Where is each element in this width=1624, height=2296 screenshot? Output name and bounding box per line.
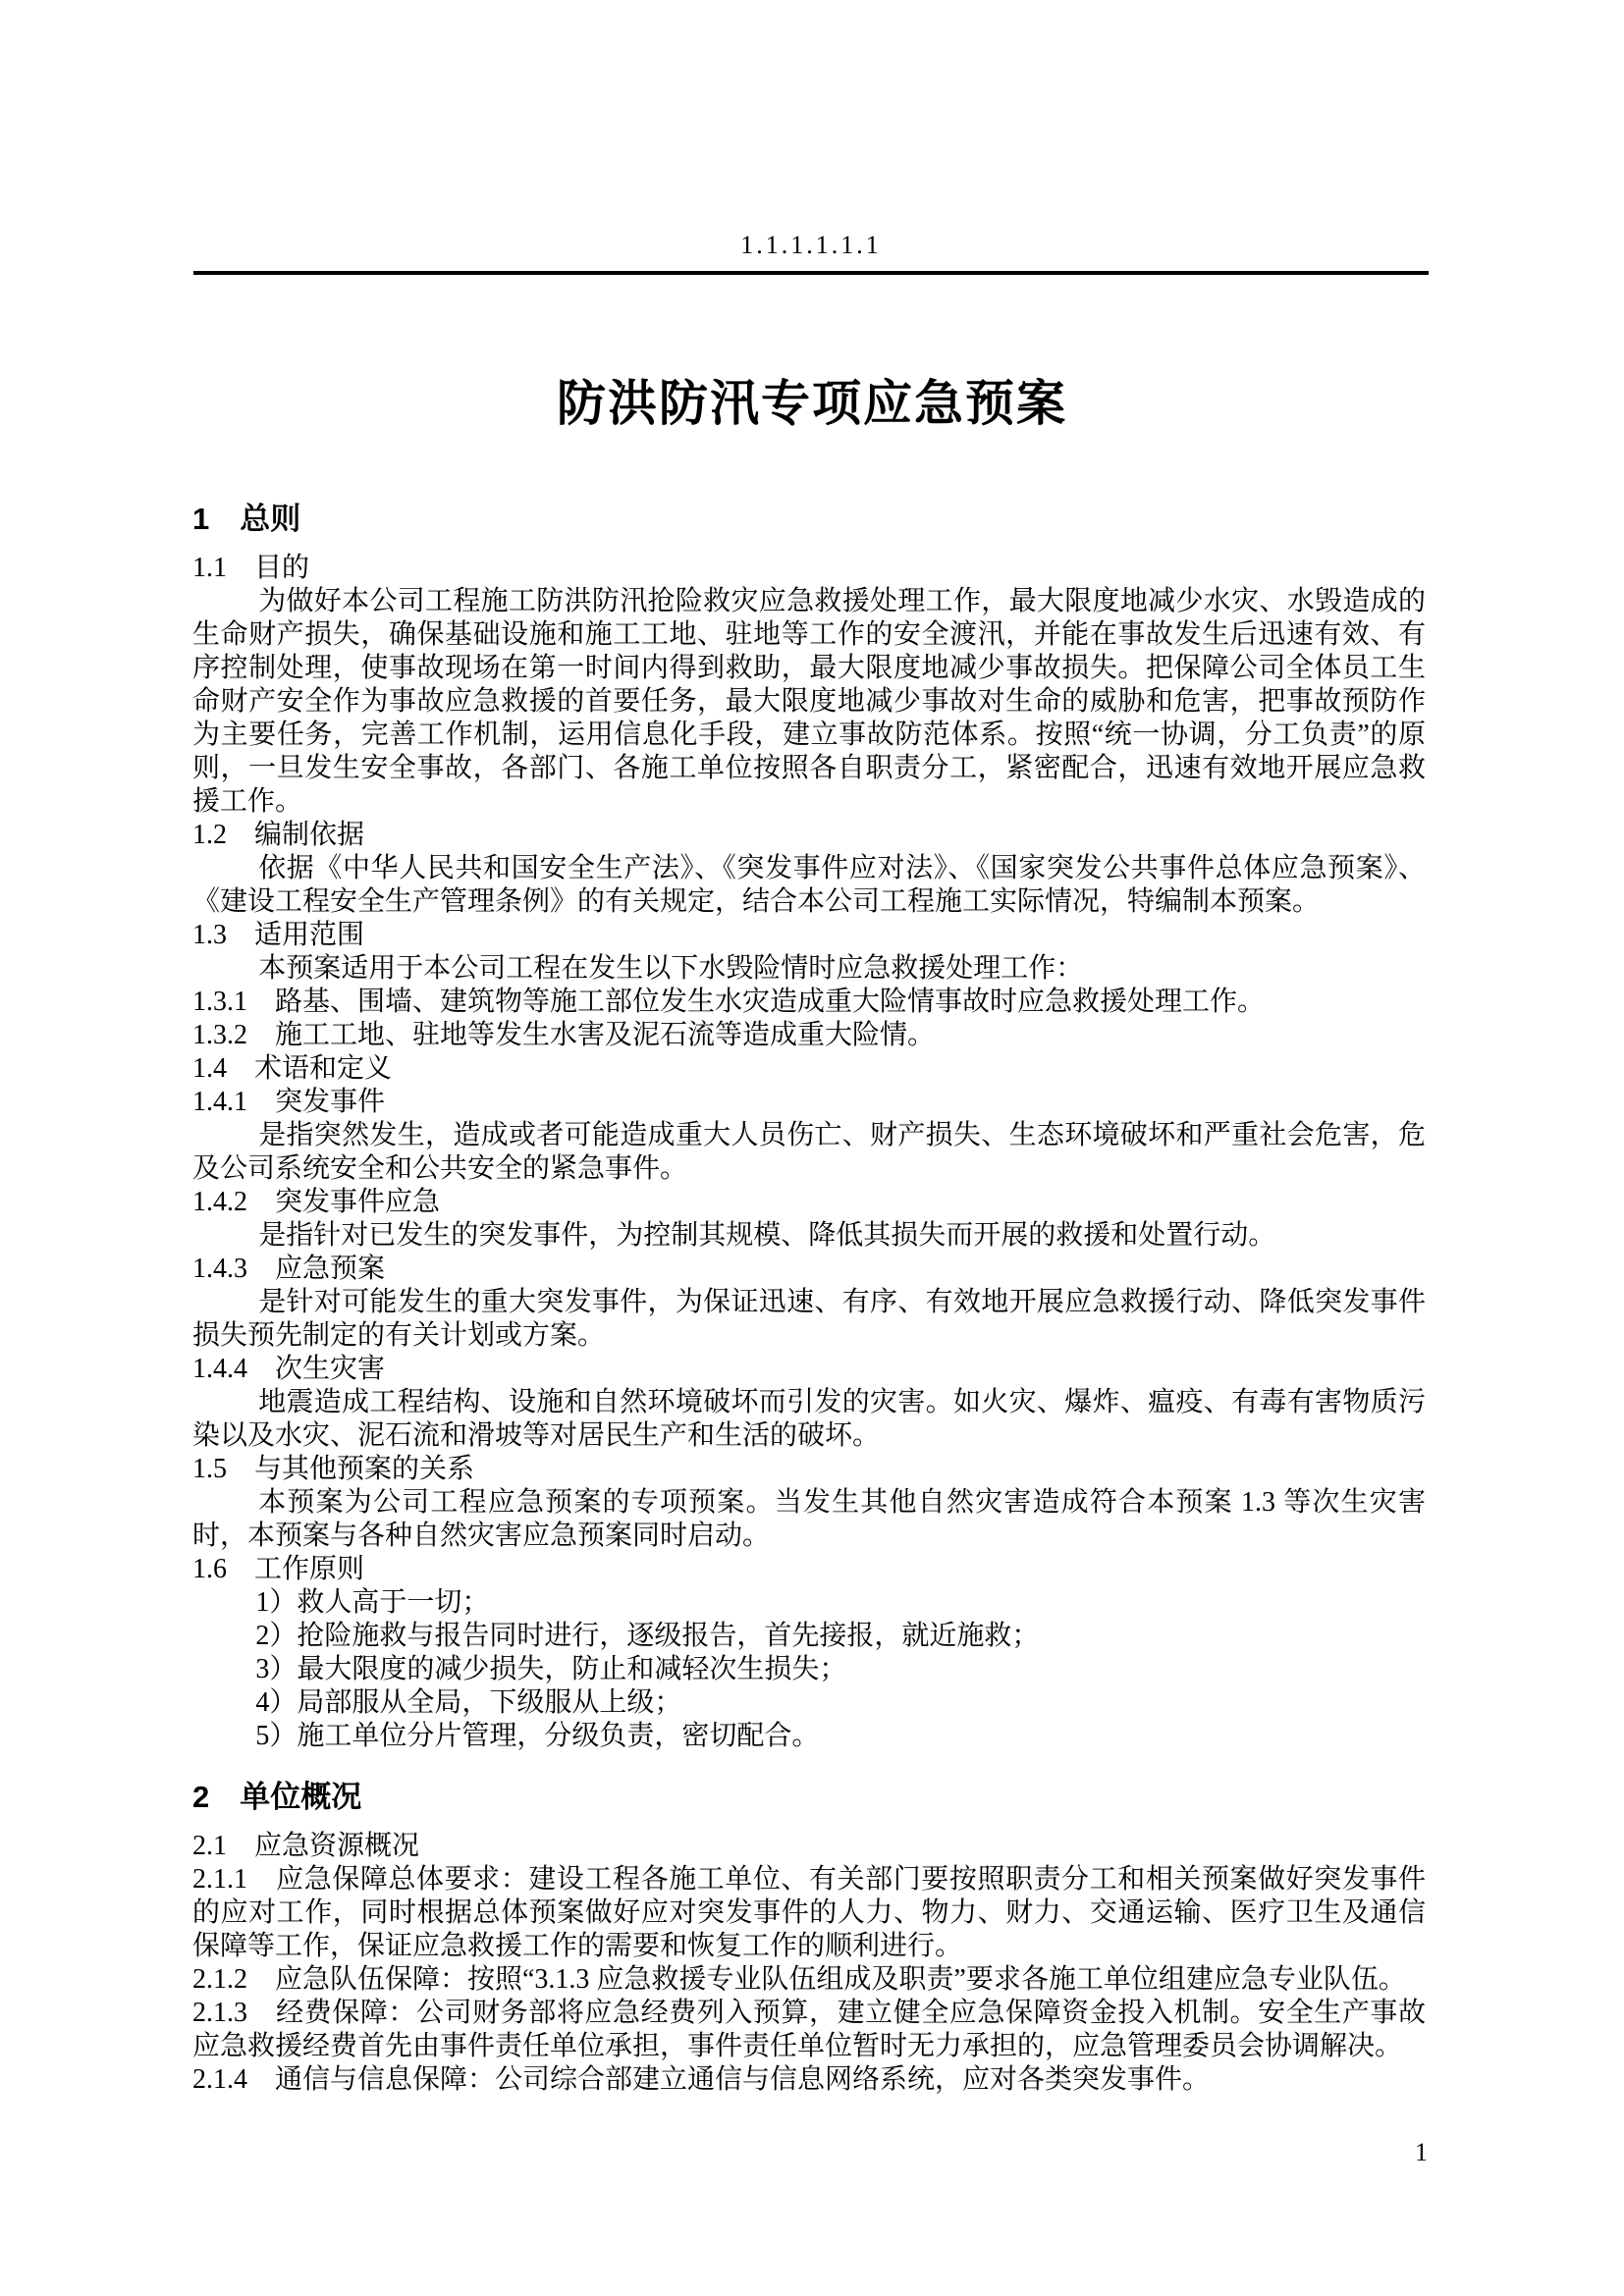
paragraph-1-4-2: 是指针对已发生的突发事件，为控制其规模、降低其损失而开展的救援和处置行动。 bbox=[258, 1220, 1276, 1251]
document-title: 防洪防汛专项应急预案 bbox=[557, 376, 1067, 431]
paragraph-2-1-1: 2.1.1 应急保障总体要求：建设工程各施工单位、有关部门要按照职责分工和相关预案做好突发事件的应对工作，同时根据总体预案做好应对突发事件的人力、物力、财力、交通运输、医疗卫生及通信保障等工作，保证应急救援工作的需要和恢复工作的顺利进行。 bbox=[192, 1864, 1426, 1961]
page-header bbox=[193, 232, 1429, 275]
heading-1-4-2: 1.4.2 突发事件应急 bbox=[192, 1187, 441, 1217]
heading-1-4-3: 1.4.3 应急预案 bbox=[192, 1254, 386, 1284]
list-item-principle-4: 4）局部服从全局，下级服从上级； bbox=[255, 1687, 682, 1718]
list-item-principle-3: 3）最大限度的减少损失，防止和减轻次生损失； bbox=[255, 1654, 847, 1684]
heading-1-4-1: 1.4.1 突发事件 bbox=[192, 1087, 386, 1117]
page-footer bbox=[192, 2138, 1428, 2167]
paragraph-1-4-1: 是指突然发生，造成或者可能造成重大人员伤亡、财产损失、生态环境破坏和严重社会危害，危及公司系统安全和公共安全的紧急事件。 bbox=[192, 1120, 1426, 1184]
header-numbering: 1.1.1.1.1.1 bbox=[740, 231, 882, 259]
document-body bbox=[192, 497, 1426, 2097]
heading-1-4-4: 1.4.4 次生灾害 bbox=[192, 1354, 386, 1384]
heading-1-6-principles: 1.6 工作原则 bbox=[192, 1554, 365, 1584]
paragraph-2-1-4: 2.1.4 通信与信息保障：公司综合部建立通信与信息网络系统，应对各类突发事件。 bbox=[192, 2064, 1211, 2095]
paragraph-1-3-1: 1.3.1 路基、围墙、建筑物等施工部位发生水灾造成重大险情事故时应急救援处理工作。 bbox=[192, 987, 1266, 1017]
page-number: 1 bbox=[1415, 2138, 1428, 2166]
list-item-principle-2: 2）抢险施救与报告同时进行，逐级报告，首先接报，就近施救； bbox=[255, 1621, 1040, 1651]
list-item-principle-1: 1）救人高于一切； bbox=[255, 1587, 490, 1618]
heading-1-4-terms: 1.4 术语和定义 bbox=[192, 1053, 393, 1084]
paragraph-2-1-3: 2.1.3 经费保障：公司财务部将应急经费列入预算，建立健全应急保障资金投入机制。安全生产事故应急救援经费首先由事件责任单位承担，事件责任单位暂时无力承担的，应急管理委员会协调解决。 bbox=[192, 1998, 1426, 2061]
heading-1-5-relation: 1.5 与其他预案的关系 bbox=[192, 1454, 475, 1484]
paragraph-1-5-relation: 本预案为公司工程应急预案的专项预案。当发生其他自然灾害造成符合本预案 1.3 等次生灾害时，本预案与各种自然灾害应急预案同时启动。 bbox=[192, 1487, 1426, 1551]
paragraph-1-3-intro: 本预案适用于本公司工程在发生以下水毁险情时应急救援处理工作： bbox=[258, 953, 1084, 984]
paragraph-1-3-2: 1.3.2 施工工地、驻地等发生水害及泥石流等造成重大险情。 bbox=[192, 1020, 936, 1050]
paragraph-2-1-2: 2.1.2 应急队伍保障：按照“3.1.3 应急救援专业队伍组成及职责”要求各施工单位组建应急专业队伍。 bbox=[192, 1964, 1406, 1995]
heading-1-3-scope: 1.3 适用范围 bbox=[192, 920, 365, 950]
heading-2-1-resources: 2.1 应急资源概况 bbox=[192, 1831, 420, 1861]
paragraph-1-2-basis: 依据《中华人民共和国安全生产法》、《突发事件应对法》、《国家突发公共事件总体应急预案》、《建设工程安全生产管理条例》的有关规定，结合本公司工程施工实际情况，特编制本预案。 bbox=[192, 853, 1426, 917]
paragraph-1-4-3: 是针对可能发生的重大突发事件，为保证迅速、有序、有效地开展应急救援行动、降低突发事件损失预先制定的有关计划或方案。 bbox=[192, 1287, 1426, 1351]
heading-1-2-basis: 1.2 编制依据 bbox=[192, 820, 365, 850]
heading-section-2: 2 单位概况 bbox=[192, 1780, 362, 1814]
paragraph-1-4-4: 地震造成工程结构、设施和自然环境破坏而引发的灾害。如火灾、爆炸、瘟疫、有毒有害物质污染以及水灾、泥石流和滑坡等对居民生产和生活的破坏。 bbox=[192, 1387, 1426, 1451]
heading-section-1: 1 总则 bbox=[192, 502, 301, 536]
paragraph-1-1-purpose: 为做好本公司工程施工防洪防汛抢险救灾应急救援处理工作，最大限度地减少水灾、水毁造成的生命财产损失，确保基础设施和施工工地、驻地等工作的安全渡汛，并能在事故发生后迅速有效、有序控制处理，使事故现场在第一时间内得到救助，最大限度地减少事故损失。把保障公司全体员工生命财产安全作为事故应急救援的首要任务，最大限度地减少事故对生命的威胁和危害，把事故预防作为主要任务，完善工作机制，运用信息化手段，建立事故防范体系。按照“统一协调，分工负责”的原则，一旦发生安全事故，各部门、各施工单位按照各自职责分工，紧密配合，迅速有效地开展应急救援工作。 bbox=[192, 586, 1426, 817]
heading-1-1-purpose: 1.1 目的 bbox=[192, 553, 310, 583]
list-item-principle-5: 5）施工单位分片管理，分级负责，密切配合。 bbox=[255, 1721, 820, 1751]
